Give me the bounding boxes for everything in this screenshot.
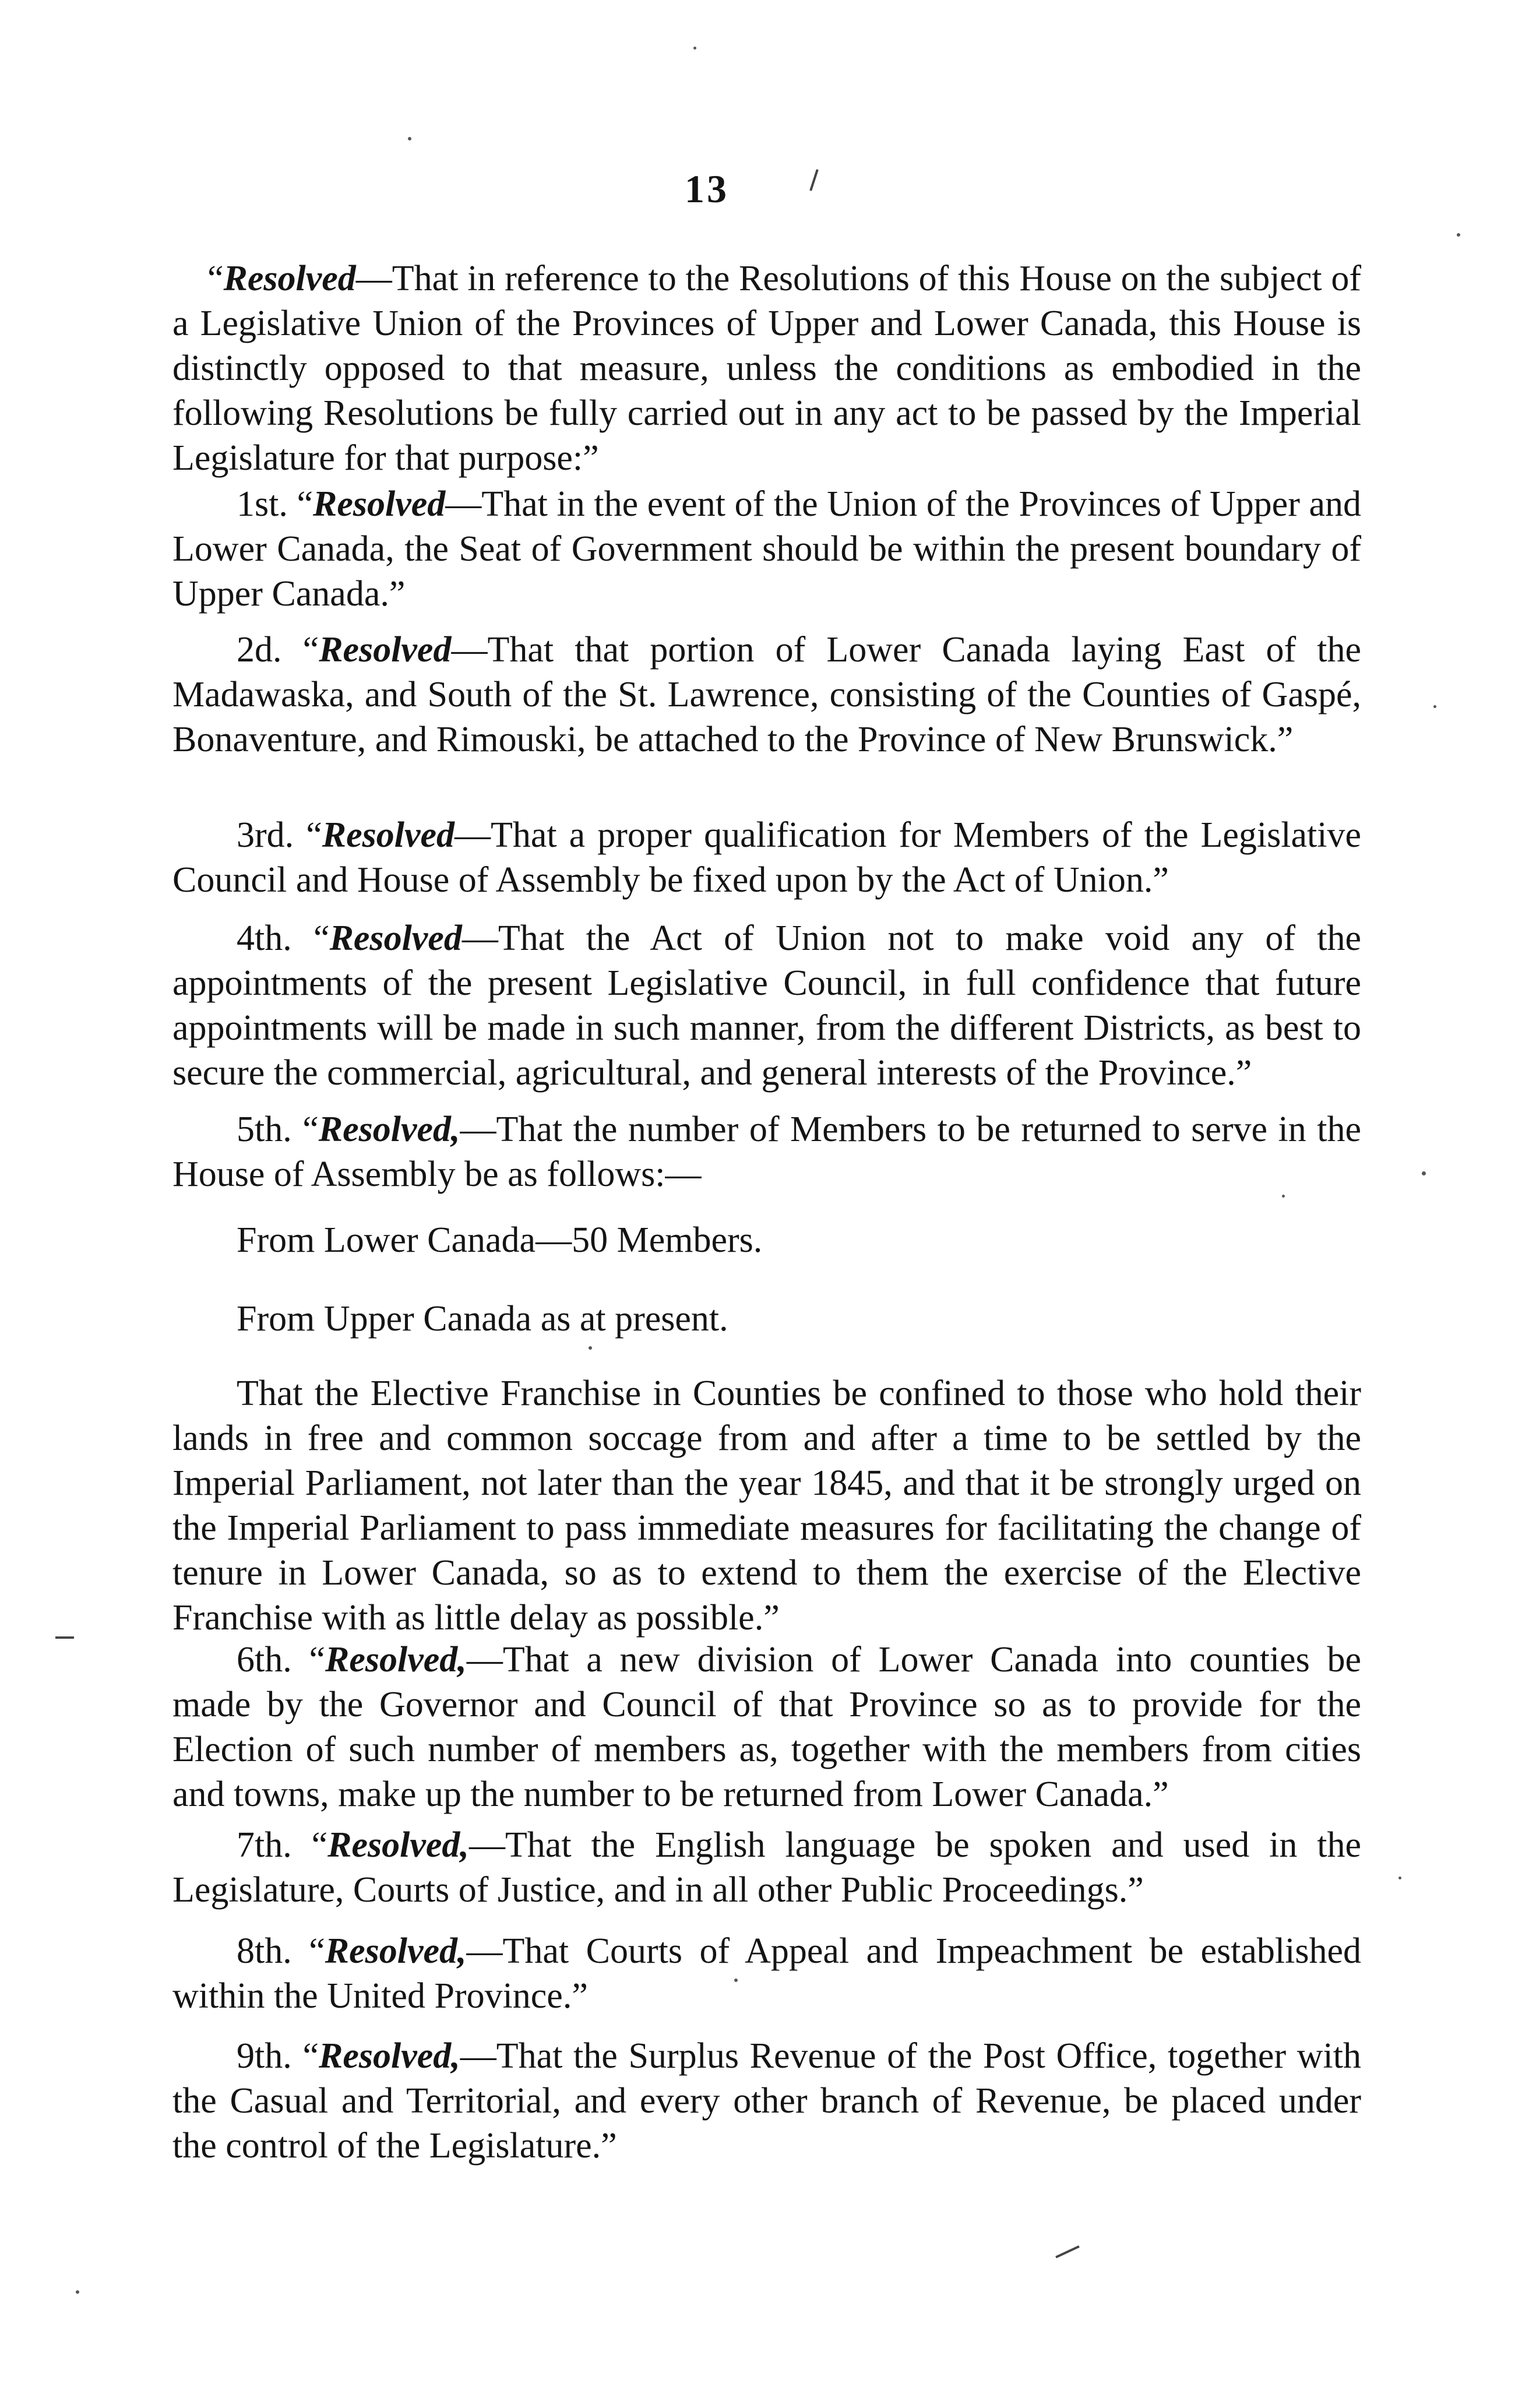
scan-speck	[589, 1346, 592, 1350]
resolution-text: —That that portion of Lower Canada laying East of the Madawaska, and South of the St. Lawrence, consisting of the Counties of Gaspé, Bonaventure, and Rimouski, be attached to the Province of New Brunswick.”	[172, 630, 1362, 759]
resolution-number: 7th.	[237, 1825, 292, 1865]
resolved-word: Resolved,	[325, 1640, 467, 1680]
resolution-number: 8th.	[237, 1931, 292, 1971]
quote-open: “	[297, 484, 313, 524]
resolution-number: 9th.	[237, 2036, 292, 2076]
members-upper-canada: From Upper Canada as at present.	[237, 1299, 728, 1339]
resolution-text: —That the English language be spoken and used in the Legislature, Courts of Justice, and in all other Public Proceedings.”	[172, 1825, 1361, 1910]
resolution-text: —That a proper qualification for Members of the Legislative Council and House of Assembly be fixed upon by the Act of Union.”	[172, 815, 1362, 900]
resolution-number: 6th.	[237, 1640, 292, 1680]
resolution-9	[172, 2034, 1361, 2168]
quote-open: “	[302, 1110, 319, 1149]
resolution-3	[172, 813, 1361, 903]
scan-speck	[734, 1978, 738, 1982]
resolution-number: 5th.	[237, 1110, 292, 1149]
resolution-text: —That the number of Members to be returned to serve in the House of Assembly be as follows:—	[172, 1110, 1362, 1194]
resolved-word: Resolved	[329, 918, 462, 958]
resolved-word: Resolved	[313, 484, 446, 524]
resolved-word: Resolved,	[318, 1110, 460, 1149]
scan-speck	[1422, 1171, 1426, 1175]
members-lower-canada: From Lower Canada—50 Members.	[237, 1220, 763, 1260]
resolution-number: 2d.	[237, 630, 282, 670]
resolution-text: —That the Surplus Revenue of the Post Office, together with the Casual and Territorial, and every other branch of Revenue, be placed under the control of the Legislature.”	[172, 2036, 1362, 2166]
scan-speck	[693, 47, 696, 50]
scan-speck	[408, 137, 411, 140]
intro-resolved: Resolved	[223, 259, 356, 298]
quote-open: “	[309, 1640, 326, 1680]
scan-speck	[1433, 705, 1436, 708]
intro-paragraph	[172, 256, 1361, 481]
franchise-paragraph	[172, 1371, 1361, 1640]
page-number: 13	[685, 167, 729, 211]
scan-speck	[1282, 1195, 1285, 1198]
resolution-number: 3rd.	[237, 815, 294, 855]
resolution-1	[172, 482, 1361, 617]
quote-open: “	[302, 630, 319, 670]
resolution-text: —That Courts of Appeal and Impeachment be established within the United Province.”	[172, 1931, 1362, 2016]
quote-open: “	[302, 2036, 319, 2076]
resolution-number: 1st.	[237, 484, 288, 524]
resolved-word: Resolved,	[318, 2036, 460, 2076]
quote-open: “	[306, 815, 322, 855]
quote-open: “	[309, 1931, 325, 1971]
resolution-2	[172, 628, 1361, 762]
quote-open: “	[311, 1825, 328, 1865]
resolution-text: —That a new division of Lower Canada into counties be made by the Governor and Council of that Province so as to provide for the Election of such number of members as, together with the members from cities and towns, make up the number to be returned from Lower Canada.”	[172, 1640, 1362, 1814]
resolution-6	[172, 1638, 1361, 1817]
resolved-word: Resolved	[319, 630, 452, 670]
scan-speck	[1457, 233, 1460, 237]
resolved-word: Resolved,	[325, 1931, 467, 1971]
scan-speck	[1398, 1877, 1401, 1879]
resolution-5	[172, 1107, 1361, 1197]
intro-quote-open: “	[207, 259, 224, 298]
resolution-text: —That in the event of the Union of the Provinces of Upper and Lower Canada, the Seat of Government should be within the present boundary of Upper Canada.”	[172, 484, 1361, 614]
resolved-word: Resolved	[322, 815, 455, 855]
franchise-text: That the Elective Franchise in Counties be confined to those who hold their lands in free and common soccage from and after a time to be settled by the Imperial Parliament, not later than the year 1845, and that it be strongly urged on the Imperial Parliament to pass immediate measures for facilitating the change of tenure in Lower Canada, so as to extend to them the exercise of the Elective Franchise with as little delay as possible.”	[172, 1374, 1361, 1638]
resolution-4	[172, 916, 1361, 1096]
scan-speck	[76, 2290, 79, 2294]
resolution-7	[172, 1823, 1361, 1913]
scan-mark	[55, 1636, 74, 1639]
resolution-text: —That the Act of Union not to make void any of the appointments of the present Legislative Council, in full confidence that future appointments will be made in such manner, from the different Districts, as best to secure the commercial, agricultural, and general interests of the Province.”	[172, 918, 1362, 1093]
resolution-number: 4th.	[237, 918, 292, 958]
resolution-8	[172, 1929, 1361, 2019]
resolved-word: Resolved,	[327, 1825, 469, 1865]
scan-mark	[809, 169, 819, 191]
quote-open: “	[313, 918, 330, 958]
scan-mark	[1055, 2245, 1080, 2258]
intro-text: —That in reference to the Resolutions of this House on the subject of a Legislative Union of the Provinces of Upper and Lower Canada, this House is distinctly opposed to that measure, unless the conditions as embodied in the following Resolutions be fully carried out in any act to be passed by the Imperial Legislature for that purpose:”	[172, 259, 1361, 478]
